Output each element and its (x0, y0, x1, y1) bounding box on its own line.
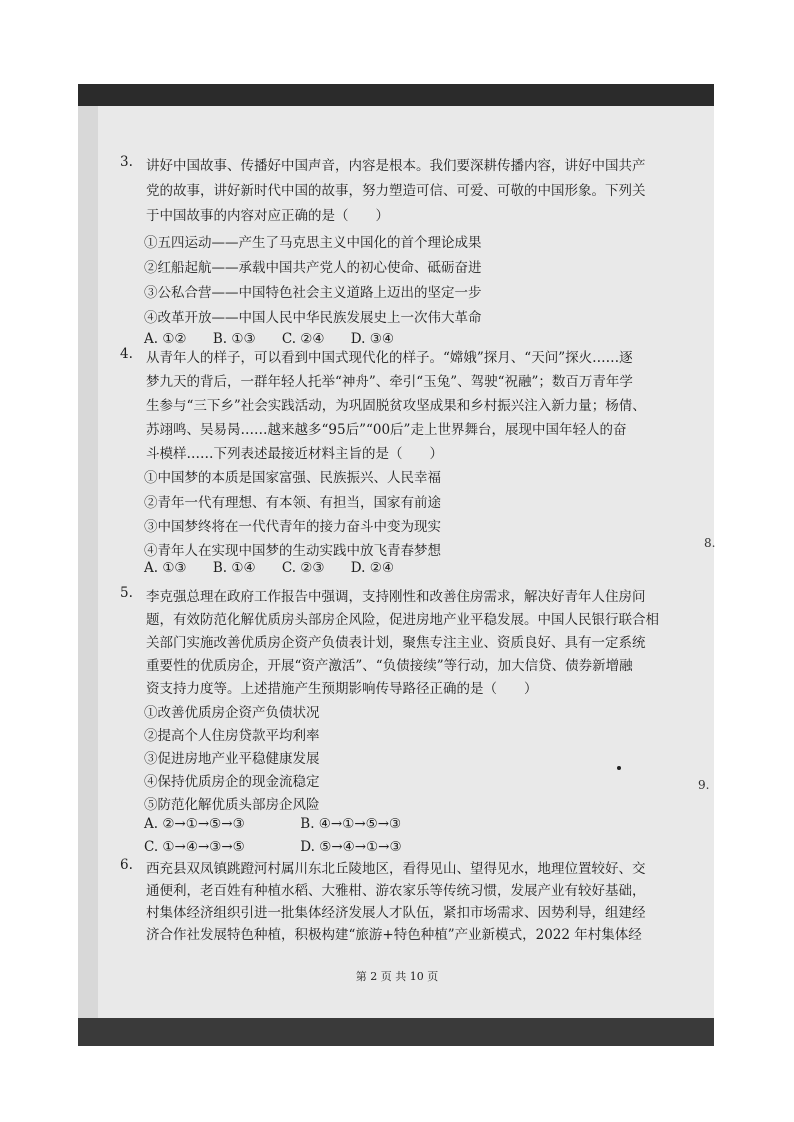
option-line: ①改善优质房企资产负债状况 (144, 705, 320, 721)
choice-b: B. ①④ (212, 560, 256, 576)
question-text-line: 西充县双凤镇跳蹬河村属川东北丘陵地区，看得见山、望得见水，地理位置较好、交 (146, 861, 646, 877)
choice-b: B. ④→①→⑤→③ (300, 816, 402, 832)
question-text-line: 重要性的优质房企，开展“资产激活”、“负债接续”等行动，加大信贷、债券新增融 (146, 658, 633, 674)
adjacent-page-number-9: 9. (698, 778, 710, 792)
choice-a: A. ①③ (144, 560, 187, 576)
page-footer: 第 2 页 共 10 页 (355, 970, 439, 983)
adjacent-page-number-8: 8. (704, 536, 716, 550)
choice-b: B. ①③ (212, 331, 256, 347)
option-line: ③中国梦终将在一代代青年的接力奋斗中变为现实 (144, 519, 441, 535)
answer-choices-row (144, 839, 424, 855)
option-line: ④青年人在实现中国梦的生动实践中放飞青春梦想 (144, 543, 441, 559)
choice-d: D. ⑤→④→①→③ (300, 839, 402, 855)
question-number: 6. (120, 857, 133, 873)
answer-choices (144, 331, 416, 347)
answer-choices-row (144, 816, 423, 832)
choice-c: C. ②③ (281, 560, 325, 576)
answer-choices (144, 560, 416, 576)
option-line: ③公私合营——中国特色社会主义道路上迈出的坚定一步 (144, 285, 482, 301)
photo-left-shadow (78, 106, 98, 1018)
choice-a: A. ②→①→⑤→③ (144, 816, 245, 832)
choice-c: C. ②④ (281, 331, 325, 347)
question-text-line: 资支持力度等。上述措施产生预期影响传导路径正确的是（ ） (146, 681, 538, 697)
question-text-line: 关部门实施改善优质房企资产负债表计划，聚焦专注主业、资质良好、具有一定系统 (146, 635, 646, 651)
option-line: ①中国梦的本质是国家富强、民族振兴、人民幸福 (144, 470, 441, 486)
question-text-line: 党的故事，讲好新时代中国的故事，努力塑造可信、可爱、可敬的中国形象。下列关 (146, 183, 646, 199)
option-line: ②红船起航——承载中国共产党人的初心使命、砥砺奋进 (144, 260, 482, 276)
question-text-line: 苏翊鸣、吴易昺……越来越多“95后”“00后”走上世界舞台，展现中国年轻人的奋 (146, 422, 627, 438)
ink-dot (617, 766, 621, 770)
choice-d: D. ③④ (350, 331, 394, 347)
option-line: ②提高个人住房贷款平均利率 (144, 728, 320, 744)
question-text-line: 济合作社发展特色种植，积极构建“旅游+特色种植”产业新模式，2022 年村集体经 (146, 927, 642, 943)
question-text-line: 讲好中国故事、传播好中国声音，内容是根本。我们要深耕传播内容，讲好中国共产 (146, 158, 646, 174)
question-text-line: 村集体经济组织引进一批集体经济发展人才队伍，紧扣市场需求、因势利导，组建经 (146, 905, 646, 921)
choice-a: A. ①② (144, 331, 187, 347)
question-number: 4. (120, 346, 133, 362)
option-line: ①五四运动——产生了马克思主义中国化的首个理论成果 (144, 235, 482, 251)
choice-d: D. ②④ (350, 560, 394, 576)
option-line: ④改革开放——中国人民中华民族发展史上一次伟大革命 (144, 310, 482, 326)
question-text-line: 梦九天的背后，一群年轻人托举“神舟”、牵引“玉兔”、驾驶“祝融”；数百万青年学 (146, 374, 633, 390)
photo-top-shadow (78, 84, 714, 106)
question-text-line: 于中国故事的内容对应正确的是（ ） (146, 208, 389, 224)
question-text-line: 题，有效防范化解优质房头部房企风险，促进房地产业平稳发展。中国人民银行联合相 (146, 612, 659, 628)
option-line: ④保持优质房企的现金流稳定 (144, 774, 320, 790)
option-line: ⑤防范化解优质头部房企风险 (144, 797, 320, 813)
option-line: ③促进房地产业平稳健康发展 (144, 751, 320, 767)
question-number: 3. (120, 154, 133, 170)
question-text-line: 斗模样……下列表述最接近材料主旨的是（ ） (146, 446, 443, 462)
question-number: 5. (120, 585, 133, 601)
photo-bottom-shadow (78, 1018, 714, 1046)
choice-c: C. ①→④→③→⑤ (144, 839, 245, 855)
option-line: ②青年一代有理想、有本领、有担当，国家有前途 (144, 495, 441, 511)
question-text-line: 生参与“三下乡”社会实践活动，为巩固脱贫攻坚成果和乡村振兴注入新力量；杨倩、 (146, 398, 646, 414)
question-text-line: 通便利，老百姓有种植水稻、大雅柑、游农家乐等传统习惯，发展产业有较好基础， (146, 883, 646, 899)
question-text-line: 李克强总理在政府工作报告中强调，支持刚性和改善住房需求，解决好青年人住房问 (146, 589, 646, 605)
question-text-line: 从青年人的样子，可以看到中国式现代化的样子。“嫦娥”探月、“天问”探火……逐 (146, 350, 633, 366)
